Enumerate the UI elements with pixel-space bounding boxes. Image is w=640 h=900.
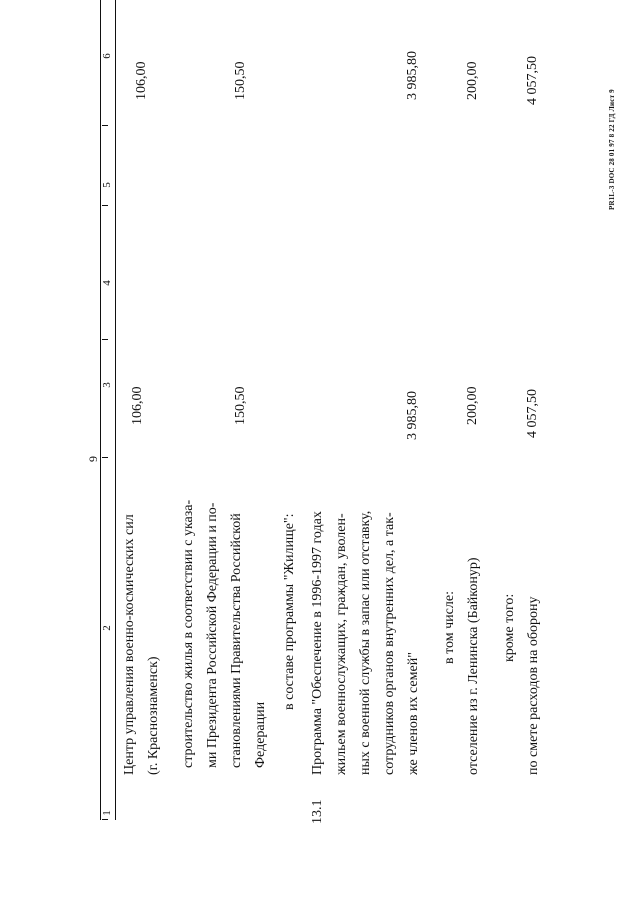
column-header-6: 6 bbox=[101, 53, 113, 59]
row-value-col3: 3 985,80 bbox=[405, 391, 420, 440]
row-text-line: жильем военнослужащих, граждан, уволен- bbox=[334, 513, 349, 775]
header-top-rule bbox=[100, 0, 101, 820]
row-text-line: (г. Краснознаменск) bbox=[146, 656, 161, 775]
document-code: PR1L-3 DOC 28 01 97 8 22 ГД Лист 9 bbox=[608, 89, 616, 210]
row-text-line: Программа "Обеспечение в 1996-1997 годах bbox=[310, 511, 325, 775]
column-header-3: 3 bbox=[101, 382, 113, 388]
row-text-line: кроме того: bbox=[502, 593, 517, 662]
row-text-line: Федерации bbox=[253, 701, 268, 768]
row-value-col6: 106,00 bbox=[134, 61, 149, 100]
row-text-line: по смете расходов на оборону bbox=[526, 596, 541, 775]
row-number: 13.1 bbox=[310, 799, 325, 824]
column-header-5: 5 bbox=[101, 182, 113, 188]
row-text-line: становлениями Правительства Российской bbox=[229, 513, 244, 768]
row-value-col3: 200,00 bbox=[465, 386, 480, 425]
row-text-line: же членов их семей" bbox=[406, 652, 421, 775]
row-text-line: строительство жилья в соответствии с указа- bbox=[181, 499, 196, 768]
column-header-1: 1 bbox=[101, 810, 113, 816]
row-value-col3: 4 057,50 bbox=[525, 389, 540, 438]
column-divider bbox=[102, 339, 108, 340]
row-text-line: отселение из г. Ленинска (Байконур) bbox=[466, 557, 481, 775]
row-value-col6: 150,50 bbox=[233, 61, 248, 100]
header-bottom-rule bbox=[115, 0, 116, 820]
row-text-line: ми Президента Российской Федерации и по- bbox=[205, 502, 220, 768]
row-text-line: сотрудников органов внутренних дел, а так- bbox=[382, 512, 397, 775]
row-value-col6: 3 985,80 bbox=[405, 51, 420, 100]
page-number: 9 bbox=[86, 456, 100, 462]
row-value-col3: 150,50 bbox=[233, 386, 248, 425]
row-text-line: Центр управления военно-космических сил bbox=[122, 514, 137, 775]
row-value-col6: 200,00 bbox=[465, 61, 480, 100]
row-text-line: в составе программы "Жилище": bbox=[282, 513, 297, 710]
column-divider bbox=[102, 205, 108, 206]
column-divider bbox=[102, 457, 108, 458]
column-header-2: 2 bbox=[101, 625, 113, 631]
column-header-4: 4 bbox=[101, 280, 113, 286]
row-text-line: в том числе: bbox=[442, 591, 457, 664]
row-value-col3: 106,00 bbox=[130, 386, 145, 425]
column-divider bbox=[102, 125, 108, 126]
row-value-col6: 4 057,50 bbox=[525, 56, 540, 105]
row-text-line: ных с военной службы в запас или отставку, bbox=[358, 510, 373, 775]
